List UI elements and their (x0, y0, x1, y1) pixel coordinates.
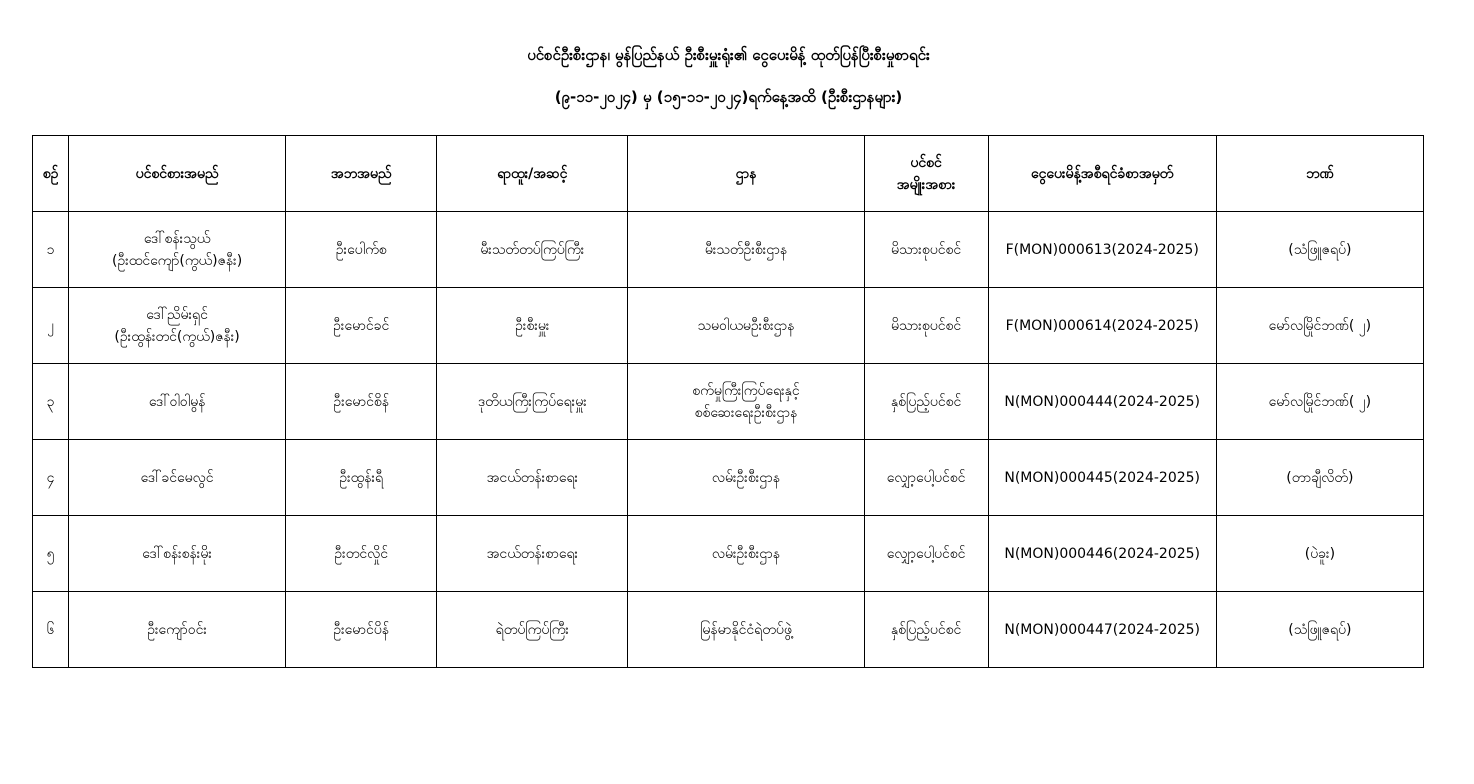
header-order-number: ငွေပေးမိန့်အစီရင်ခံစာအမှတ် (988, 136, 1216, 212)
table-row (33, 516, 1424, 592)
table-row (33, 212, 1424, 288)
cell-order-number: N(MON)000444(2024-2025) (988, 364, 1216, 440)
document-title: ပင်စင်ဦးစီးဌာန၊ မွန်ပြည်နယ် ဦးစီးမှူးရုံး၏ ငွေပေးမိန့် ထုတ်ပြန်ပြီးစီးမှုစာရင်း (527, 46, 930, 64)
cell-pensioner-name-line1: ဒေါ်စန်းသွယ် (143, 230, 211, 247)
table-row (33, 440, 1424, 516)
cell-no: ၆ (33, 592, 69, 668)
header-department: ဌာန (628, 136, 864, 212)
cell-father-name: ဦးတင်လှိုင် (286, 516, 437, 592)
cell-pension-type: လျှော့ပေါ့ပင်စင် (864, 440, 988, 516)
cell-pensioner-name (69, 364, 286, 440)
cell-department (628, 516, 864, 592)
cell-no: ၄ (33, 440, 69, 516)
cell-father-name: ဦးမောင်ခင် (286, 288, 437, 364)
cell-no: ၅ (33, 516, 69, 592)
cell-bank: (ပဲခူး) (1216, 516, 1423, 592)
cell-pension-type: နှစ်ပြည့်ပင်စင် (864, 364, 988, 440)
cell-order-number: F(MON)000614(2024-2025) (988, 288, 1216, 364)
table-row (33, 592, 1424, 668)
cell-pensioner-name (69, 212, 286, 288)
cell-bank: (သံဖြူဇရပ်) (1216, 592, 1423, 668)
cell-pensioner-name-line1: ဒေါ်စန်းစန်းမိုး (142, 545, 212, 562)
cell-rank: ရဲတပ်ကြပ်ကြီး (437, 592, 628, 668)
cell-pension-type: နှစ်ပြည့်ပင်စင် (864, 592, 988, 668)
cell-department-line2: စစ်ဆေးရေးဦးစီးဌာန (694, 404, 798, 421)
cell-department-line1: မီးသတ်ဦးစီးဌာန (704, 241, 788, 258)
cell-pensioner-name (69, 288, 286, 364)
cell-father-name: ဦးပေါက်စ (286, 212, 437, 288)
document-subtitle-date-range: (၉-၁၁-၂၀၂၄) မှ (၁၅-၁၁-၂၀၂၄)ရက်နေ့အထိ (ဦးစီးဌာနများ) (554, 88, 903, 106)
header-pension-type-line2: အမျိုးအစား (896, 176, 956, 193)
cell-order-number: N(MON)000446(2024-2025) (988, 516, 1216, 592)
cell-order-number: N(MON)000445(2024-2025) (988, 440, 1216, 516)
cell-no: ၃ (33, 364, 69, 440)
table-body (33, 212, 1424, 668)
cell-pensioner-name (69, 516, 286, 592)
header-no: စဉ် (33, 136, 69, 212)
cell-department-line1: လမ်းဦးစီးဌာန (711, 469, 781, 486)
cell-pensioner-name-line1: ဦးကျော်ဝင်း (147, 621, 207, 638)
cell-pensioner-name-line1: ဒေါ်ညိမ်းရှင် (146, 306, 208, 323)
cell-department-line1: မြန်မာနိုင်ငံရဲတပ်ဖွဲ့ (700, 621, 792, 638)
cell-no: ၁ (33, 212, 69, 288)
cell-bank: မော်လမြိုင်ဘဏ်( ၂) (1216, 364, 1423, 440)
cell-bank: မော်လမြိုင်ဘဏ်( ၂) (1216, 288, 1423, 364)
cell-pensioner-name-line2: (ဦးထွန်းတင်(ကွယ်)ဇနီး) (114, 328, 240, 345)
cell-rank: ဒုတိယကြီးကြပ်ရေးမှူး (437, 364, 628, 440)
cell-department (628, 364, 864, 440)
table-header-row (33, 136, 1424, 212)
cell-department (628, 288, 864, 364)
header-rank: ရာထူး/အဆင့် (437, 136, 628, 212)
cell-order-number: F(MON)000613(2024-2025) (988, 212, 1216, 288)
cell-pensioner-name-line1: ဒေါ်ဝါဝါမွန် (148, 393, 206, 410)
cell-pensioner-name (69, 592, 286, 668)
cell-rank: ဦးစီးမှူး (437, 288, 628, 364)
cell-pension-type: လျှော့ပေါ့ပင်စင် (864, 516, 988, 592)
pension-order-table (32, 135, 1424, 668)
cell-pension-type: မိသားစုပင်စင် (864, 212, 988, 288)
cell-department-line1: သမဝါယမဦးစီးဌာန (697, 317, 795, 334)
header-bank: ဘဏ် (1216, 136, 1423, 212)
cell-rank: အငယ်တန်းစာရေး (437, 516, 628, 592)
table-row (33, 288, 1424, 364)
cell-bank: (တာချီလိတ်) (1216, 440, 1423, 516)
header-pensioner-name: ပင်စင်စားအမည် (69, 136, 286, 212)
header-pension-type-line1: ပင်စင် (910, 154, 942, 171)
cell-rank: အငယ်တန်းစာရေး (437, 440, 628, 516)
cell-bank: (သံဖြူဇရပ်) (1216, 212, 1423, 288)
cell-father-name: ဦးထွန်းရီ (286, 440, 437, 516)
cell-pension-type: မိသားစုပင်စင် (864, 288, 988, 364)
cell-department-line1: လမ်းဦးစီးဌာန (711, 545, 781, 562)
cell-rank: မီးသတ်တပ်ကြပ်ကြီး (437, 212, 628, 288)
cell-department (628, 212, 864, 288)
header-father-name: အဘအမည် (286, 136, 437, 212)
cell-order-number: N(MON)000447(2024-2025) (988, 592, 1216, 668)
cell-department (628, 592, 864, 668)
cell-father-name: ဦးမောင်စိန် (286, 364, 437, 440)
table-row (33, 364, 1424, 440)
header-pension-type (864, 136, 988, 212)
cell-department (628, 440, 864, 516)
cell-pensioner-name-line2: (ဦးထင်ကျော်(ကွယ်)ဇနီး) (112, 252, 243, 269)
cell-no: ၂ (33, 288, 69, 364)
cell-department-line1: စက်မှုကြီးကြပ်ရေးနှင့် (692, 382, 800, 399)
cell-father-name: ဦးမောင်ပိန် (286, 592, 437, 668)
cell-pensioner-name (69, 440, 286, 516)
cell-pensioner-name-line1: ဒေါ်ခင်မေလွင် (140, 469, 214, 486)
